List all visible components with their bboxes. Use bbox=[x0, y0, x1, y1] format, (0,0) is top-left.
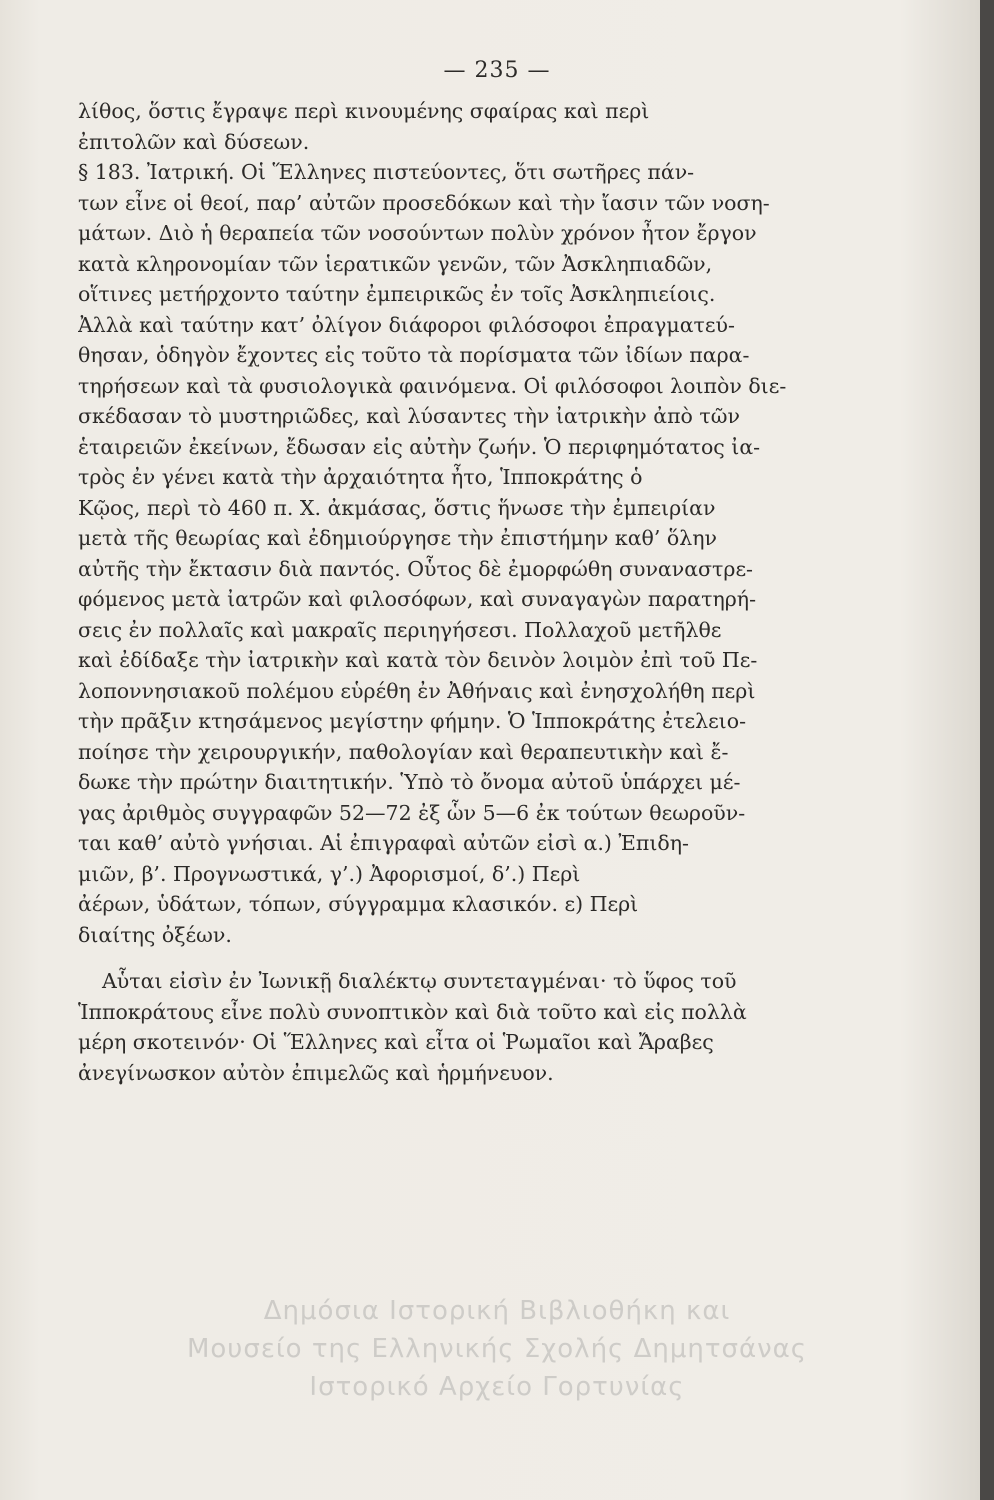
page-number: — 235 — bbox=[443, 58, 551, 83]
watermark-line: Μουσείο της Ελληνικής Σχολής Δημητσάνας bbox=[186, 1334, 808, 1364]
text-line: μετὰ τῆς θεωρίας καὶ ἐδημιούργησε τὴν ἐπιστήμην καθ’ ὅλην bbox=[78, 526, 718, 550]
text-line: λοποννησιακοῦ πολέμου εὑρέθη ἐν Ἀθήναις καὶ ἐνησχολήθη περὶ bbox=[78, 678, 756, 703]
text-line: αὐτῆς τὴν ἔκτασιν διὰ παντός. Οὗτος δὲ ἐμορφώθη συναναστρε- bbox=[78, 556, 753, 581]
text-line: δωκε τὴν πρώτην διαιτητικήν. Ὑπὸ τὸ ὄνομα αὐτοῦ ὑπάρχει μέ- bbox=[78, 770, 741, 794]
text-line: θησαν, ὁδηγὸν ἔχοντες εἰς τοῦτο τὰ πορίσματα τῶν ἰδίων παρα- bbox=[78, 343, 750, 367]
text-line: ἀέρων, ὑδάτων, τόπων, σύγγραμμα κλασικόν. ε) Περὶ bbox=[78, 892, 639, 916]
text-line: φόμενος μετὰ ἰατρῶν καὶ φιλοσόφων, καὶ συναγαγὼν παρατηρή- bbox=[78, 587, 757, 611]
text-line: μιῶν, β’. Προγνωστικά, γ’.) Ἀφορισμοί, δ’.) Περὶ bbox=[78, 861, 581, 886]
text-line: τὴν πρᾶξιν κτησάμενος μεγίστην φήμην. Ὁ Ἱπποκράτης ἐτελειο- bbox=[78, 709, 746, 733]
body-text bbox=[78, 96, 904, 1088]
text-line: Ἱπποκράτους εἶνε πολὺ συνοπτικὸν καὶ διὰ τοῦτο καὶ εἰς πολλὰ bbox=[78, 999, 747, 1024]
text-line: μέρη σκοτεινόν· Οἱ Ἕλληνες καὶ εἶτα οἱ Ῥωμαῖοι καὶ Ἄραβες bbox=[78, 1030, 714, 1054]
text-line: γας ἀριθμὸς συγγραφῶν 52—72 ἐξ ὧν 5—6 ἐκ τούτων θεωροῦν- bbox=[78, 800, 746, 825]
text-line: καὶ ἐδίδαξε τὴν ἰατρικὴν καὶ κατὰ τὸν δεινὸν λοιμὸν ἐπὶ τοῦ Πε- bbox=[78, 648, 758, 672]
text-line: ποίησε τὴν χειρουργικήν, παθολογίαν καὶ θεραπευτικὴν καὶ ἔ- bbox=[78, 739, 729, 764]
text-line: τρὸς ἐν γένει κατὰ τὴν ἀρχαιότητα ἦτο, Ἱπποκράτης ὁ bbox=[78, 465, 643, 489]
text-line: οἵτινες μετήρχοντο ταύτην ἐμπειρικῶς ἐν τοῖς Ἀσκληπιείοις. bbox=[78, 282, 716, 306]
text-line: τηρήσεων καὶ τὰ φυσιολογικὰ φαινόμενα. Οἱ φιλόσοφοι λοιπὸν διε- bbox=[78, 373, 787, 398]
paragraph-first-line: Αὗται εἰσὶν ἐν Ἰωνικῇ διαλέκτῳ συντεταγμέναι· τὸ ὕφος τοῦ bbox=[102, 969, 737, 993]
section-heading-line: § 183. Ἰατρική. Οἱ Ἕλληνες πιστεύοντες, ὅτι σωτῆρες πάν- bbox=[78, 160, 695, 184]
text-line: λίθος, ὅστις ἔγραψε περὶ κινουμένης σφαίρας καὶ περὶ bbox=[78, 99, 650, 123]
text-line: σεις ἐν πολλαῖς καὶ μακραῖς περιηγήσεσι. Πολλαχοῦ μετῆλθε bbox=[78, 617, 722, 642]
text-line: των εἶνε οἱ θεοί, παρ’ αὐτῶν προσεδόκων καὶ τὴν ἴασιν τῶν νοση- bbox=[78, 190, 770, 215]
watermark-line: Δημόσια Ιστορική Βιβλιοθήκη και bbox=[263, 1296, 731, 1326]
paragraph-gap bbox=[78, 950, 904, 966]
text-line: διαίτης ὀξέων. bbox=[78, 922, 232, 947]
text-line: Κῷος, περὶ τὸ 460 π. Χ. ἀκμάσας, ὅστις ἥνωσε τὴν ἐμπειρίαν bbox=[78, 495, 716, 520]
text-line: ἐπιτολῶν καὶ δύσεων. bbox=[78, 129, 310, 154]
text-line: ἑταιρειῶν ἐκείνων, ἔδωσαν εἰς αὐτὴν ζωήν. Ὁ περιφημότατος ἰα- bbox=[78, 434, 761, 459]
text-line: ται καθ’ αὐτὸ γνήσιαι. Αἱ ἐπιγραφαὶ αὐτῶν εἰσὶ α.) Ἐπιδη- bbox=[78, 831, 689, 855]
watermark-line: Ιστορικό Αρχείο Γορτυνίας bbox=[309, 1372, 685, 1402]
text-line: μάτων. Διὸ ἡ θεραπεία τῶν νοσούντων πολὺν χρόνον ἦτον ἔργον bbox=[78, 221, 757, 245]
text-line: Ἀλλὰ καὶ ταύτην κατ’ ὀλίγον διάφοροι φιλόσοφοι ἐπραγματεύ- bbox=[78, 312, 735, 337]
text-line: σκέδασαν τὸ μυστηριῶδες, καὶ λύσαντες τὴν ἰατρικὴν ἀπὸ τῶν bbox=[78, 404, 740, 428]
text-line: ἀνεγίνωσκον αὐτὸν ἐπιμελῶς καὶ ἡρμήνευον. bbox=[78, 1060, 554, 1085]
text-line: κατὰ κληρονομίαν τῶν ἱερατικῶν γενῶν, τῶν Ἀσκληπιαδῶν, bbox=[78, 251, 713, 276]
